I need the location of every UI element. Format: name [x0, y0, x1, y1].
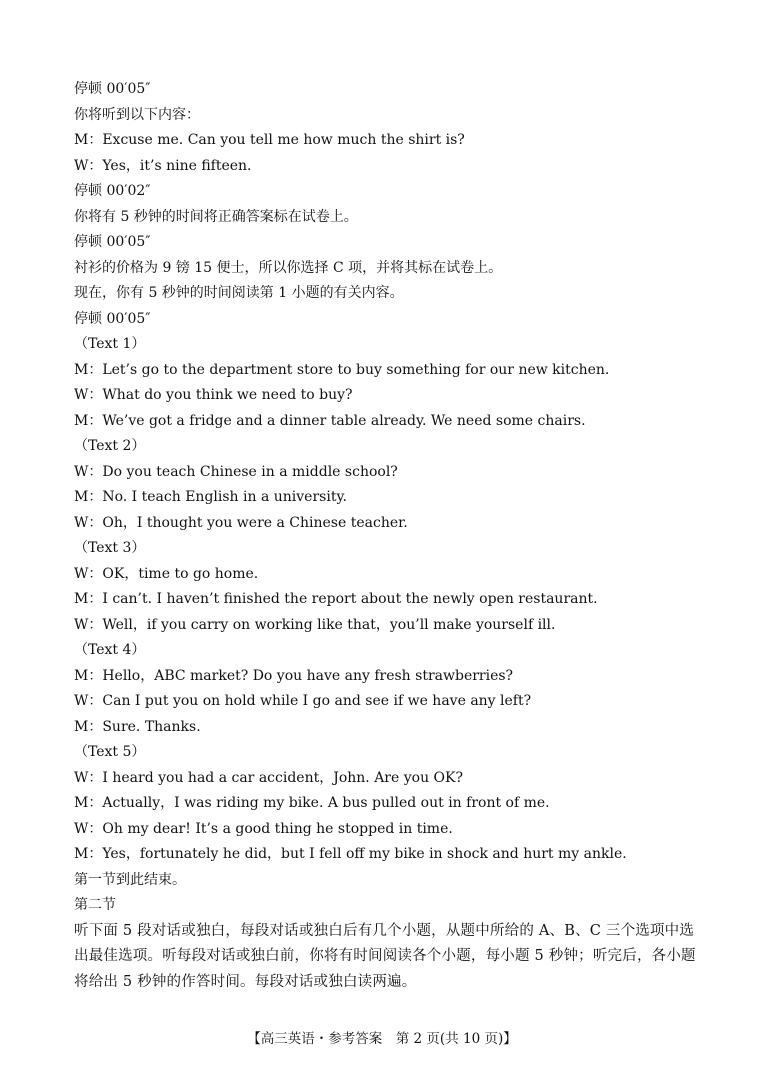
dialogue-line: M：I can’t. I haven’t finished the report about the newly open restaurant.	[74, 591, 598, 607]
dialogue-line: M：Hello，ABC market? Do you have any fresh strawberries?	[74, 667, 514, 684]
text-line: 停顿 00′02″	[74, 183, 151, 199]
text-line: 现在，你有 5 秒钟的时间阅读第 1 小题的有关内容。	[74, 285, 404, 301]
section-heading: 第二节	[74, 897, 116, 913]
text-label: （Text 4）	[74, 642, 146, 658]
dialogue-line: W：OK，time to go home.	[74, 565, 259, 582]
text-label: （Text 5）	[74, 744, 146, 760]
text-line: 衬衫的价格为 9 镑 15 便士，所以你选择 C 项，并将其标在试卷上。	[74, 259, 503, 276]
text-line: W：Yes，it’s nine fifteen.	[74, 157, 252, 174]
dialogue-line: W：Do you teach Chinese in a middle school?	[74, 463, 398, 480]
dialogue-line: W：What do you think we need to buy?	[74, 387, 353, 403]
text-line: 停顿 00′05″	[74, 81, 151, 97]
dialogue-line: W：I heard you had a car accident，John. Are you OK?	[74, 769, 463, 786]
dialogue-line: M：Let’s go to the department store to buy something for our new kitchen.	[74, 361, 610, 378]
section-end: 第一节到此结束。	[74, 871, 186, 888]
text-line: M：Excuse me. Can you tell me how much the shirt is?	[74, 132, 465, 148]
document-body	[74, 77, 698, 995]
dialogue-line: W：Oh，I thought you were a Chinese teacher.	[74, 514, 408, 531]
dialogue-line: M：Sure. Thanks.	[74, 718, 201, 735]
dialogue-line: W：Can I put you on hold while I go and see if we have any left?	[74, 693, 532, 709]
dialogue-line: M：No. I teach English in a university.	[74, 489, 347, 505]
dialogue-line: M：Yes，fortunately he did，but I fell off my bike in shock and hurt my ankle.	[74, 846, 627, 862]
text-label: （Text 3）	[74, 540, 146, 556]
text-line: 你将有 5 秒钟的时间将正确答案标在试卷上。	[74, 208, 358, 225]
dialogue-line: M：Actually，I was riding my bike. A bus pulled out in front of me.	[74, 795, 550, 811]
text-line: 停顿 00′05″	[74, 310, 151, 327]
page-footer: 【高三英语・参考答案 第 2 页(共 10 页)】	[247, 1031, 517, 1047]
instruction-paragraph: 听下面 5 段对话或独白，每段对话或独白后有几个小题，从题中所给的 A、B、C 三个选项中选出最佳选项。听每段对话或独白前，你将有时间阅读各个小题，每小题 5 秒钟；听完后，各小题将给出 5 秒钟的作答时间。每段对话或独白读两遍。	[74, 922, 696, 990]
text-label: （Text 1）	[74, 336, 146, 352]
dialogue-line: W：Well，if you carry on working like that，you’ll make yourself ill.	[74, 616, 556, 633]
text-line: 你将听到以下内容：	[74, 106, 200, 123]
text-label: （Text 2）	[74, 438, 146, 454]
text-line: 停顿 00′05″	[74, 234, 151, 250]
dialogue-line: M：We’ve got a fridge and a dinner table already. We need some chairs.	[74, 412, 586, 429]
dialogue-line: W：Oh my dear! It’s a good thing he stopped in time.	[74, 820, 453, 837]
